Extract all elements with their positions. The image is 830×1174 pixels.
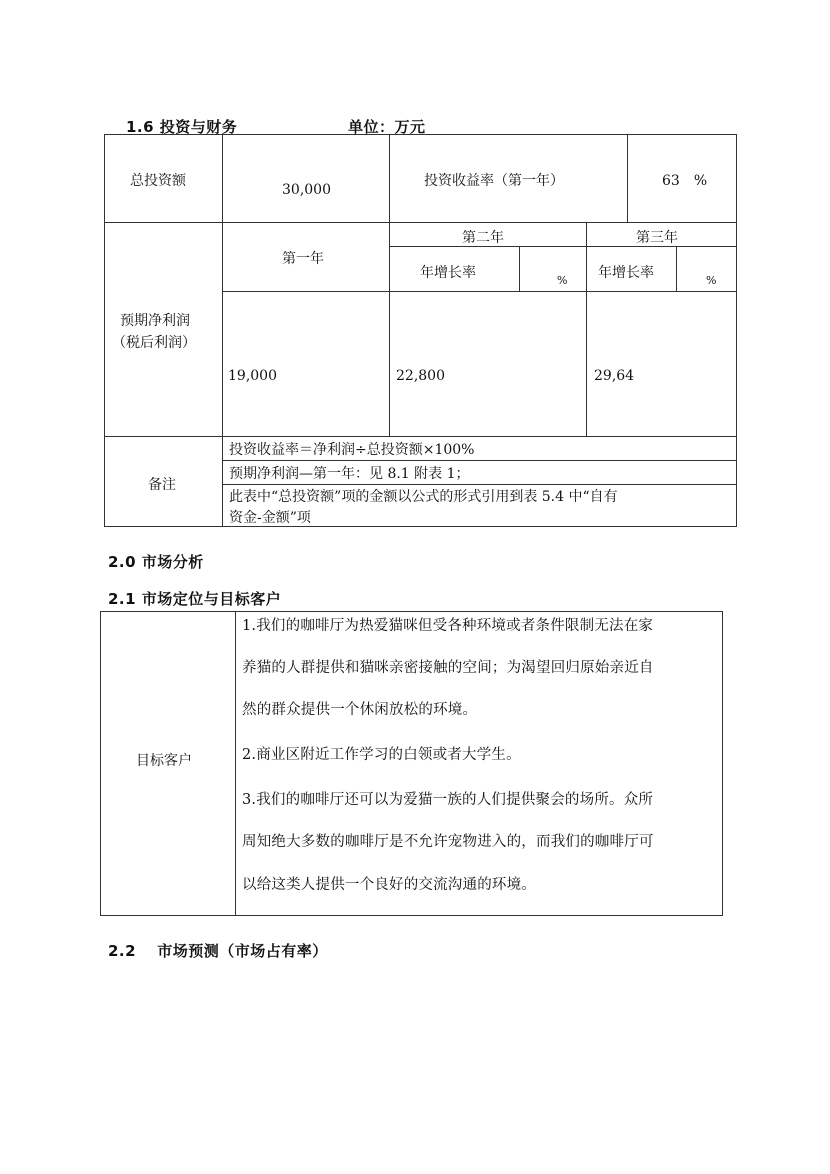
customer-line: 周知绝大多数的咖啡厅是不允许宠物进入的，而我们的咖啡厅可 xyxy=(242,834,654,850)
profit-year1-value: 19,000 xyxy=(228,368,277,384)
section-2-0-title: 2.0 市场分析 xyxy=(108,553,204,571)
year3-label: 第三年 xyxy=(636,230,678,246)
roi-label: 投资收益率（第一年） xyxy=(424,173,564,189)
profit-label-line2: （税后利润） xyxy=(112,335,196,351)
customer-line: 然的群众提供一个休闲放松的环境。 xyxy=(242,702,478,718)
year2-growth-rate-label: 年增长率 xyxy=(420,265,476,281)
year2-label: 第二年 xyxy=(462,230,504,246)
year1-label: 第一年 xyxy=(282,251,324,267)
year3-growth-rate-label: 年增长率 xyxy=(598,265,654,281)
profit-year3-value: 29,64 xyxy=(594,368,635,384)
note-line: 此表中“总投资额”项的金额以公式的形式引用到表 5.4 中“自有 xyxy=(229,489,618,505)
note-line: 预期净利润—第一年：见 8.1 附表 1； xyxy=(229,466,470,482)
note-line: 投资收益率＝净利润÷总投资额×100% xyxy=(229,442,475,458)
customer-line: 以给这类人提供一个良好的交流沟通的环境。 xyxy=(242,877,536,893)
notes-label: 备注 xyxy=(148,477,176,493)
roi-value: 63 % xyxy=(662,173,708,189)
year3-percent-sign: % xyxy=(706,274,717,287)
profit-year2-value: 22,800 xyxy=(396,368,445,384)
customer-line: 3.我们的咖啡厅还可以为爱猫一族的人们提供聚会的场所。众所 xyxy=(242,792,654,808)
total-investment-label: 总投资额 xyxy=(130,173,186,189)
unit-label: 单位：万元 xyxy=(348,118,426,136)
section-2-1-title: 2.1 市场定位与目标客户 xyxy=(108,590,282,608)
section-1-6-title: 1.6 投资与财务 xyxy=(126,118,238,136)
profit-label-line1: 预期净利润 xyxy=(120,313,190,329)
target-customer-label: 目标客户 xyxy=(136,753,192,769)
customer-line: 1.我们的咖啡厅为热爱猫咪但受各种环境或者条件限制无法在家 xyxy=(242,618,654,634)
customer-line: 2.商业区附近工作学习的白领或者大学生。 xyxy=(242,747,521,763)
year2-percent-sign: % xyxy=(557,274,568,287)
customer-line: 养猫的人群提供和猫咪亲密接触的空间；为渴望回归原始亲近自 xyxy=(242,660,654,676)
note-line: 资金-金额”项 xyxy=(229,510,311,526)
section-2-2-title: 2.2 市场预测（市场占有率） xyxy=(108,942,328,960)
total-investment-value: 30,000 xyxy=(282,182,331,198)
